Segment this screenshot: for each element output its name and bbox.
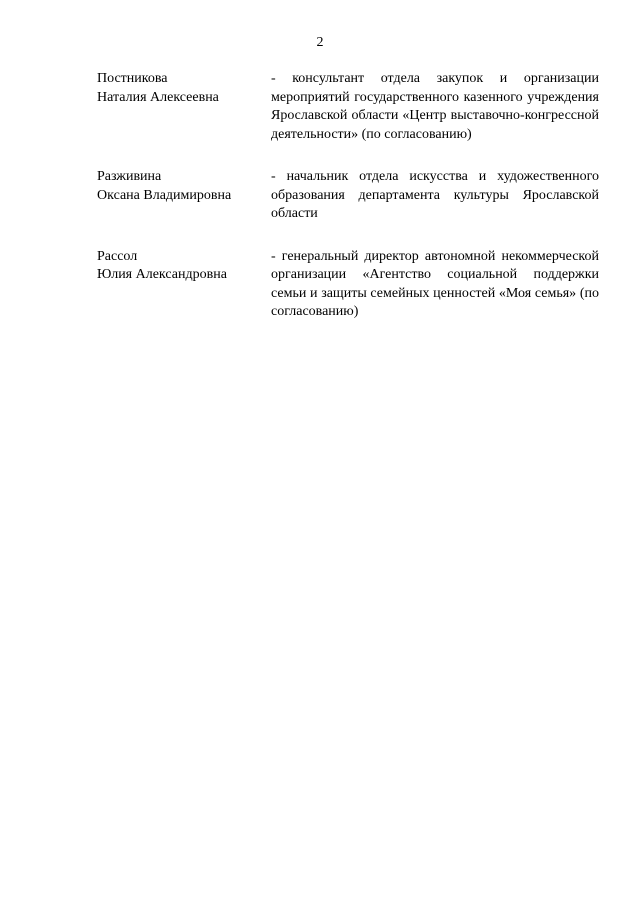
member-entry: [97, 248, 599, 322]
member-name: [97, 248, 271, 322]
member-surname: Рассол: [97, 248, 138, 264]
member-given-names: Юлия Александровна: [97, 267, 227, 282]
member-entry: [97, 168, 599, 224]
member-given-names: Оксана Владимировна: [97, 187, 232, 203]
member-given-names: Наталия Алексеевна: [97, 89, 219, 105]
member-surname: Постникова: [97, 71, 168, 86]
member-entry: [97, 70, 599, 144]
member-role: - генеральный директор автономной некоммерческой организации «Агентство социальной поддержки семьи и защиты семейных ценностей «Моя семья» (по согласованию): [271, 248, 599, 319]
member-surname: Разживина: [97, 169, 162, 184]
member-list: [97, 70, 599, 346]
member-name: [97, 168, 271, 224]
member-role: - начальник отдела искусства и художественного образования департамента культуры Ярославской области: [271, 169, 599, 221]
member-name: [97, 70, 271, 144]
page-number: 2: [316, 35, 324, 50]
member-role: - консультант отдела закупок и организации мероприятий государственного казенного учреждения Ярославской области «Центр выставочно-конгрессной деятельности» (по согласованию): [271, 71, 599, 142]
